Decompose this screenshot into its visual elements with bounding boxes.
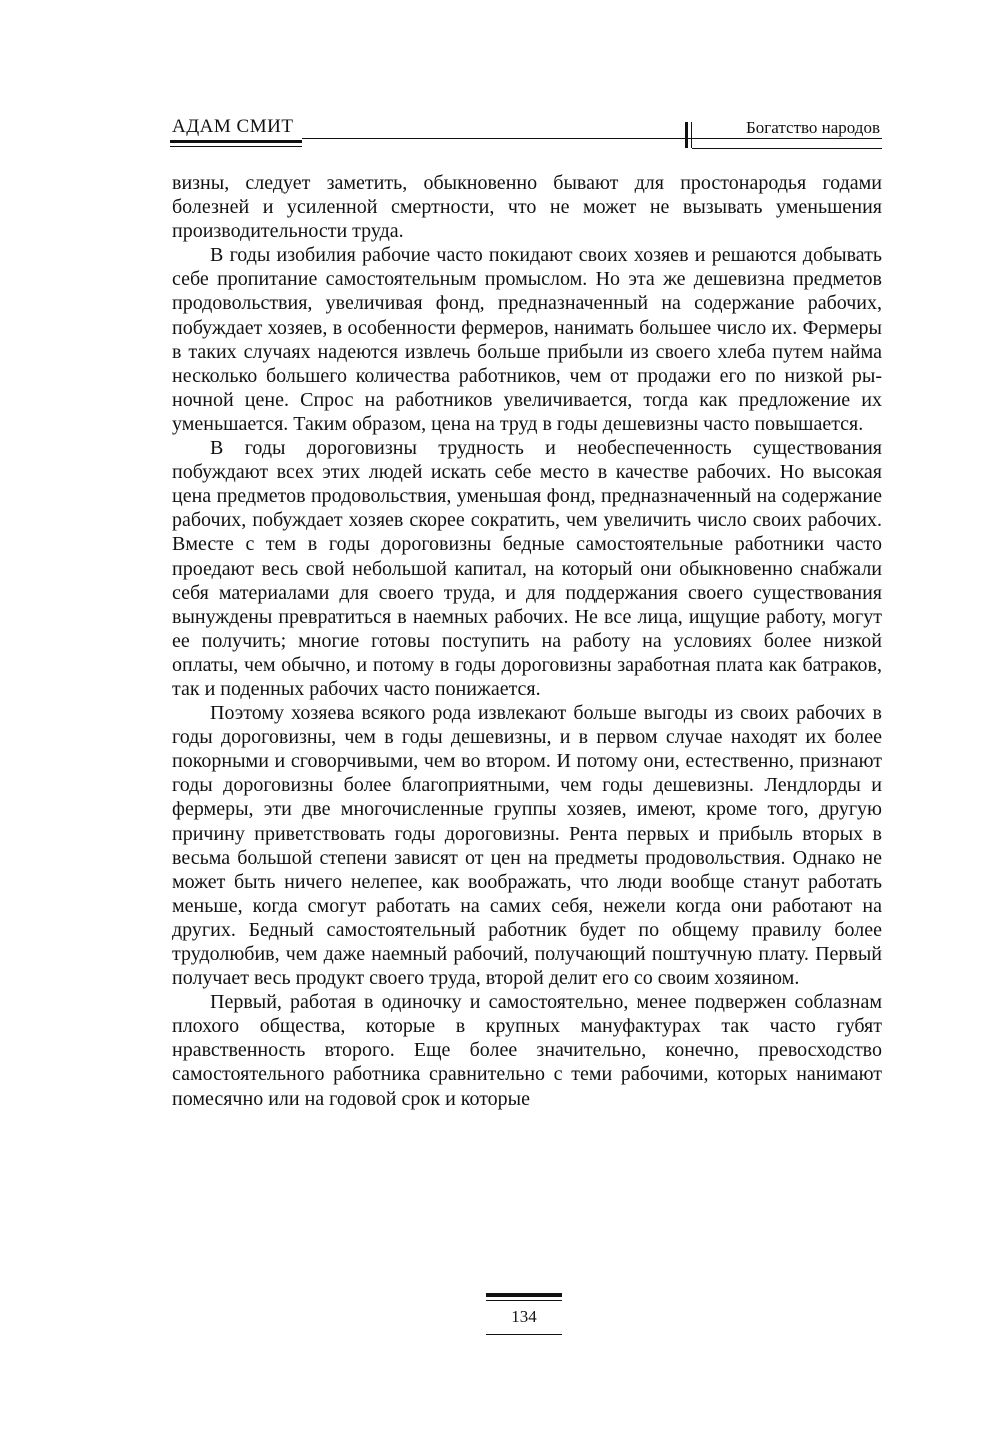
- header-book-title: Богатство народов: [746, 118, 880, 137]
- page-number: 134: [511, 1307, 537, 1326]
- header-rule: [302, 138, 882, 139]
- header-rule-thin: [170, 146, 302, 147]
- paragraph: визны, следует заметить, обыкновенно бывают для простонародья годами болезней и усиленной смертности, что не может не вызывать уменьшения производительности труда.: [172, 172, 882, 243]
- running-header: [170, 112, 882, 152]
- paragraph: Первый, работая в одиночку и самостоятельно, менее подвержен соблазнам плохого общества, которые в крупных мануфактурах так часто губят нравственность второго. Еще более значительно, конечно, превосходство самостоятельного работника сравнительно с теми рабочими, которых нанимают помесячно или на годовой срок и которые: [172, 991, 882, 1110]
- header-divider-thin: [691, 122, 692, 148]
- folio-rule-thick: [486, 1293, 562, 1297]
- folio-underline: [486, 1334, 562, 1335]
- header-title-rule: [692, 148, 882, 149]
- body-text: [172, 171, 882, 1111]
- folio-rule-thin: [486, 1300, 562, 1301]
- header-author: АДАМ СМИТ: [172, 116, 294, 137]
- page-folio: [486, 1293, 566, 1343]
- paragraph: В годы изобилия рабочие часто покидают своих хозяев и решаются добывать себе пропитание самостоятельным промыслом. Но эта же дешевизна предметов продовольствия, увеличивая фонд, предназначенный на содержание рабочих, побуждает хозяев, в особенности фермеров, нанимать большее число их. Фермеры в таких случаях надеются извлечь больше прибыли из своего хлеба путем найма несколько большего количества работников, чем от продажи его по низкой рыночной цене. Спрос на работников увеличивается, тогда как предложение их уменьшается. Таким образом, цена на труд в годы дешевизны часто повышается.: [172, 244, 882, 435]
- header-divider-thick: [685, 122, 688, 148]
- paragraph: В годы дороговизны трудность и необеспеченность существования побуждают всех этих людей искать себе место в качестве рабочих. Но высокая цена предметов продовольствия, уменьшая фонд, предназначенный на содержание рабочих, побуждает хозяев скорее сократить, чем увеличить число своих рабочих. Вместе с тем в годы дороговизны бедные самостоятельные работники часто проедают весь свой небольшой капитал, на который они обыкновенно снабжали себя материалами для своего труда, и для поддержания своего существования вынуждены превратиться в наемных рабочих. Не все лица, ищущие работу, могут ее получить; многие готовы поступить на работу на условиях более низкой оплаты, чем обычно, и потому в годы дороговизны заработная плата как батраков, так и поденных рабочих часто понижается.: [172, 437, 882, 700]
- header-rule-thick: [170, 140, 302, 143]
- paragraph: Поэтому хозяева всякого рода извлекают больше выгоды из своих рабочих в годы дороговизны, чем в годы дешевизны, и в первом случае находят их более покорными и сговорчивыми, чем во втором. И потому они, естественно, признают годы дороговизны более благоприятными, чем годы дешевизны. Лендлорды и фермеры, эти две многочисленные группы хозяев, имеют, кроме того, другую причину приветствовать годы дороговизны. Рента первых и прибыль вторых в весьма большой степени зависят от цен на предметы продовольствия. Однако не может быть ничего нелепее, как воображать, что люди вообще станут работать меньше, когда смогут работать на самих себя, нежели когда они работают на других. Бедный самостоятельный работник будет по общему правилу более трудолюбив, чем даже наемный рабочий, получающий поштучную плату. Первый получает весь продукт своего труда, второй делит его со своим хозяином.: [172, 702, 882, 990]
